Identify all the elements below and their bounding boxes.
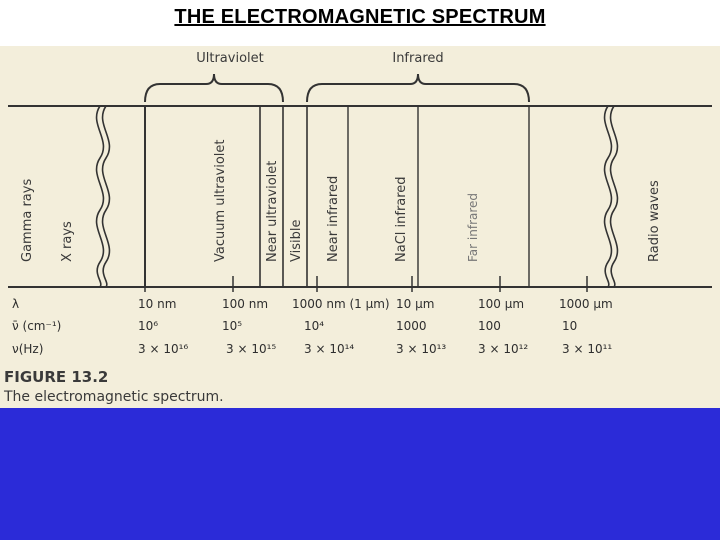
region-near-infrared: Near infrared [326, 175, 341, 262]
wavenumber-value: 1000 [396, 319, 427, 333]
frequency-value: 3 × 10¹³ [396, 342, 447, 356]
region-vacuum-ultraviolet: Vacuum ultraviolet [213, 139, 228, 262]
wavelength-value: 100 μm [478, 297, 525, 311]
region-visible: Visible [289, 219, 304, 262]
region-near-ultraviolet: Near ultraviolet [265, 160, 280, 262]
wavelength-value: 10 μm [396, 297, 435, 311]
infrared-label: Infrared [392, 51, 444, 66]
ultraviolet-brace [145, 74, 283, 102]
wavelength-value: 1000 μm [559, 297, 613, 311]
wavenumber-value: 10⁶ [138, 319, 159, 333]
frequency-value: 3 × 10¹⁶ [138, 342, 189, 356]
row-label-wavenumber: ν̄ (cm⁻¹) [12, 319, 62, 333]
row-label-wavelength: λ [12, 297, 20, 311]
wavelength-value: 10 nm [138, 297, 177, 311]
region-nacl-infrared: NaCl infrared [394, 176, 409, 262]
right-break-wave [605, 106, 612, 287]
region-far-infrared: Far infrared [466, 192, 480, 262]
wavelength-value: 1000 nm (1 μm) [292, 297, 390, 311]
infrared-brace [307, 74, 529, 102]
frequency-value: 3 × 10¹² [478, 342, 529, 356]
wavenumber-value: 10⁵ [222, 319, 243, 333]
frequency-value: 3 × 10¹¹ [562, 342, 613, 356]
slide-title: THE ELECTROMAGNETIC SPECTRUM [174, 6, 546, 28]
figure-caption-text: The electromagnetic spectrum. [4, 389, 224, 405]
wavenumber-value: 100 [478, 319, 501, 333]
wavelength-value: 100 nm [222, 297, 269, 311]
ultraviolet-label: Ultraviolet [196, 51, 264, 66]
wavenumber-value: 10 [562, 319, 578, 333]
frequency-value: 3 × 10¹⁴ [304, 342, 355, 356]
region-gamma-rays: Gamma rays [20, 178, 35, 262]
figure-caption-label: FIGURE 13.2 [4, 368, 109, 386]
left-break-wave [97, 106, 104, 287]
region-x-rays: X rays [60, 221, 75, 262]
region-radio-waves: Radio waves [647, 180, 662, 262]
row-label-frequency: ν(Hz) [12, 342, 44, 356]
frequency-value: 3 × 10¹⁵ [226, 342, 277, 356]
wavenumber-value: 10⁴ [304, 319, 325, 333]
